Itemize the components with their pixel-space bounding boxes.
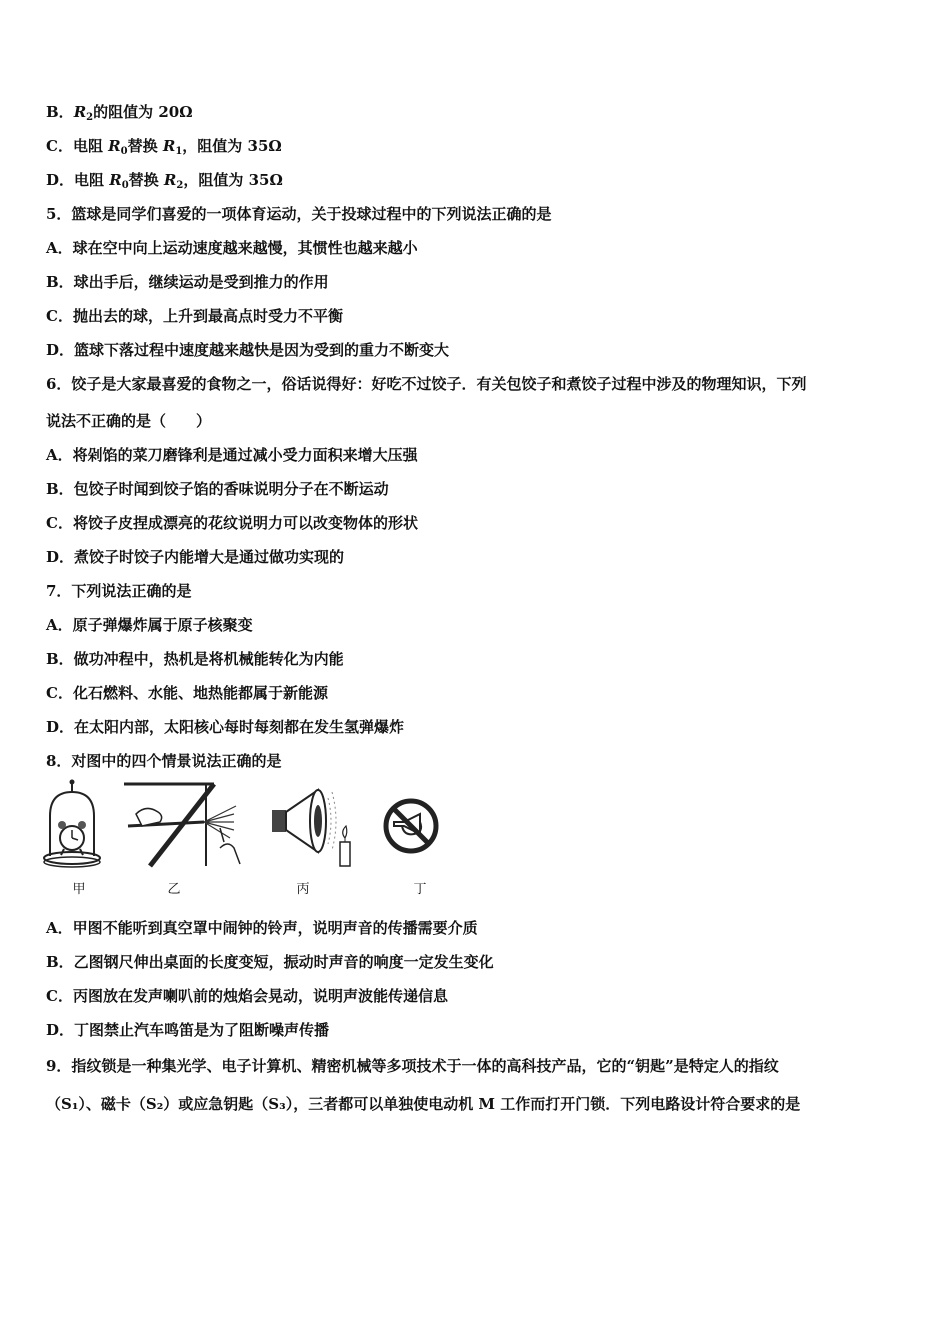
q8-option-c: C．丙图放在发声喇叭前的烛焰会晃动，说明声波能传递信息 [46,987,448,1005]
figure-caption-ding: 丁 [413,882,427,897]
q4-option-d: D．电阻 $R_0$替换 $R_2$，阻值为 35Ω [46,171,283,191]
q6-option-b: B．包饺子时闻到饺子馅的香味说明分子在不断运动 [46,480,389,498]
q6-option-a: A．将剁馅的菜刀磨锋利是通过减小受力面积来增大压强 [46,446,418,464]
bell-jar-clock-figure [42,778,102,870]
q5-option-b: B．球出手后，继续运动是受到推力的作用 [46,273,329,291]
q7-option-c: C．化石燃料、水能、地热能都属于新能源 [46,684,328,702]
q6-option-c: C．将饺子皮捏成漂亮的花纹说明力可以改变物体的形状 [46,514,418,532]
ruler-table-figure [124,778,244,868]
q6-option-d: D．煮饺子时饺子内能增大是通过做功实现的 [46,548,345,566]
figure-caption-yi: 乙 [167,882,181,897]
figure-caption-jia: 甲 [72,882,86,897]
q8-option-b: B．乙图钢尺伸出桌面的长度变短，振动时声音的响度一定发生变化 [46,953,494,971]
q8-option-d: D．丁图禁止汽车鸣笛是为了阻断噪声传播 [46,1021,330,1039]
q6-stem-line1: 6．饺子是大家最喜爱的食物之一，俗话说得好：好吃不过饺子．有关包饺子和煮饺子过程中涉及的物理知识，下列 [46,375,807,393]
speaker-candle-figure [268,778,358,868]
q7-stem: 7．下列说法正确的是 [46,582,192,600]
q4-option-b: B．$R_2$的阻值为 20Ω [46,103,193,123]
q7-option-d: D．在太阳内部，太阳核心每时每刻都在发生氢弹爆炸 [46,718,405,736]
q7-option-a: A．原子弹爆炸属于原子核聚变 [46,616,253,634]
q8-stem: 8．对图中的四个情景说法正确的是 [46,752,282,770]
q5-stem: 5．篮球是同学们喜爱的一项体育运动，关于投球过程中的下列说法正确的是 [46,205,552,223]
q7-option-b: B．做功冲程中，热机是将机械能转化为内能 [46,650,344,668]
q9-stem-line2: （S₁）、磁卡（S₂）或应急钥匙（S₃），三者都可以单独使电动机 M 工作而打开门锁．下列电路设计符合要求的是 [46,1095,801,1113]
q8-option-a: A．甲图不能听到真空罩中闹钟的铃声，说明声音的传播需要介质 [46,919,478,937]
q4-option-c: C．电阻 $R_0$替换 $R_1$，阻值为 35Ω [46,137,282,157]
q5-option-a: A．球在空中向上运动速度越来越慢，其惯性也越来越小 [46,239,418,257]
figure-caption-bing: 丙 [296,882,310,897]
q5-option-d: D．篮球下落过程中速度越来越快是因为受到的重力不断变大 [46,341,450,359]
q6-stem-line2: 说法不正确的是（ ） [46,412,212,430]
q5-option-c: C．抛出去的球，上升到最高点时受力不平衡 [46,307,343,325]
q9-stem-line1: 9．指纹锁是一种集光学、电子计算机、精密机械等多项技术于一体的高科技产品，它的“钥匙”是特定人的指纹 [46,1057,779,1075]
no-horn-sign-icon [380,778,442,870]
